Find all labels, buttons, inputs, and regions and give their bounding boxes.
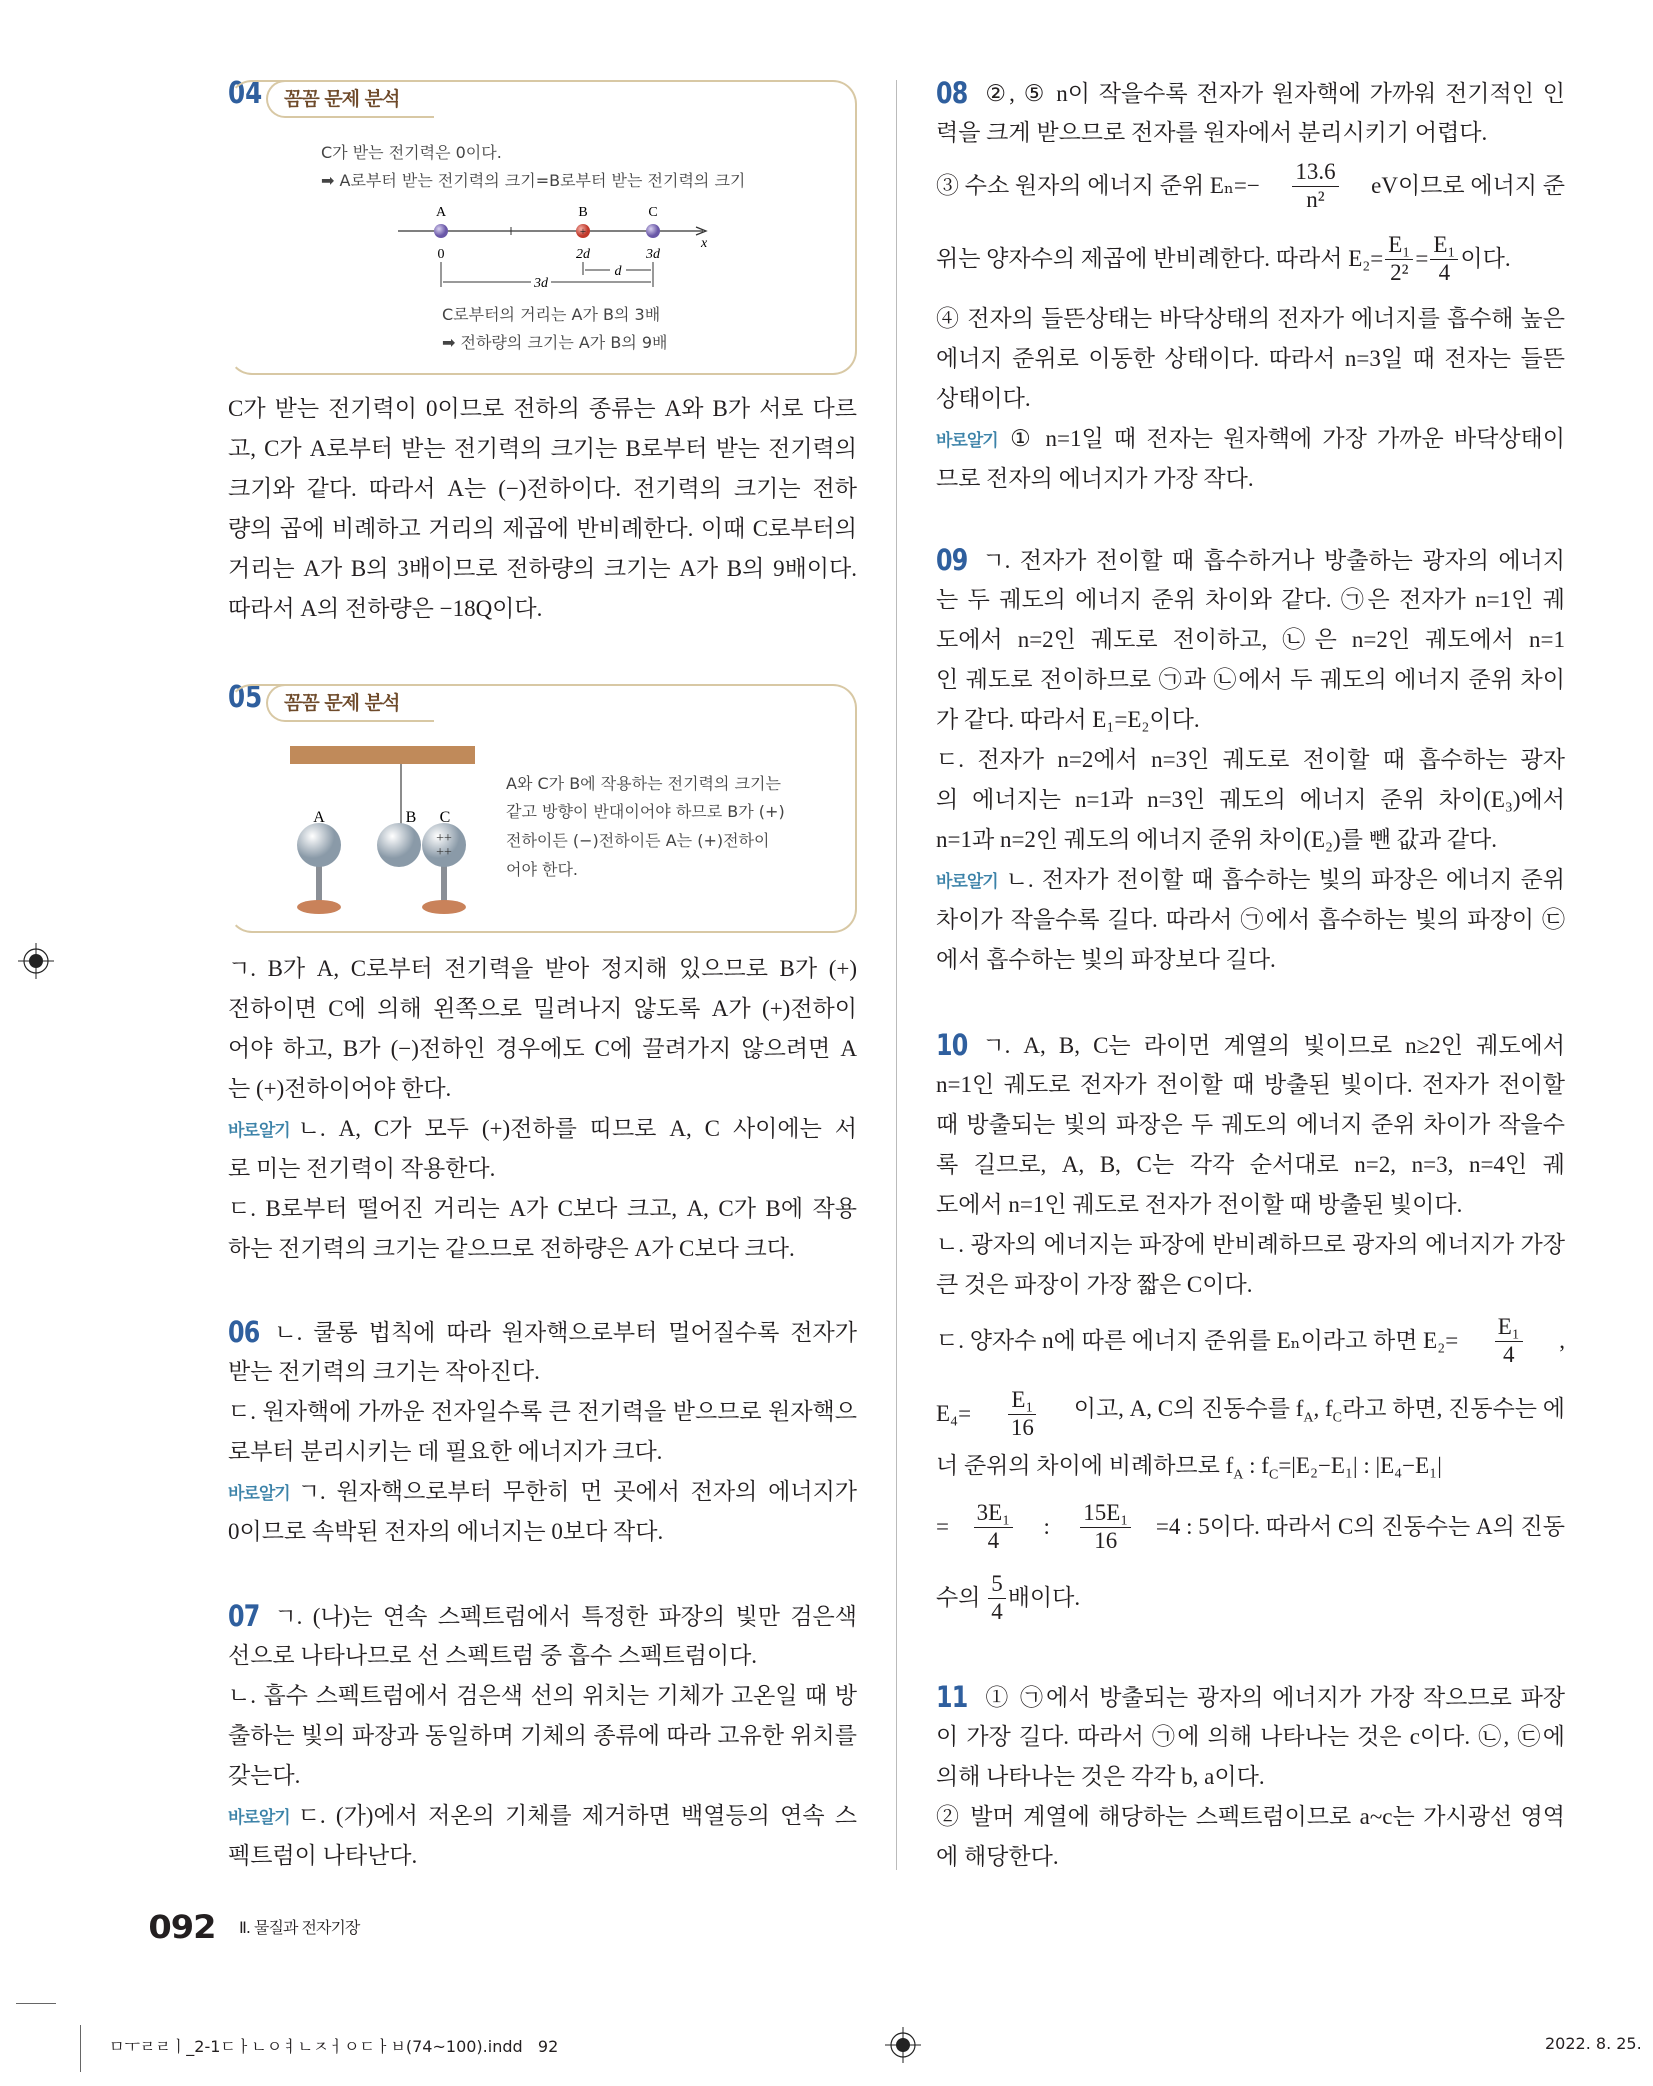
text-line — [228, 549, 857, 589]
text: 위는 양자수의 제곱에 반비례한다. 따라서 E₂= — [936, 246, 1384, 271]
text: 이다. — [1460, 246, 1511, 271]
line-text: 는 (+)전하이어야 한다. — [228, 1076, 452, 1101]
text-line — [936, 1797, 1565, 1837]
text: : — [1037, 1514, 1056, 1539]
correction-label: 바로알기 — [228, 1808, 290, 1828]
line-text: 에너지 준위로 이동한 상태이다. 따라서 n=3일 때 전자는 들뜬 — [936, 346, 1565, 371]
text-line — [228, 989, 857, 1029]
analysis-badge: 꼼꼼 문제 분석 — [266, 80, 434, 118]
text-line — [936, 660, 1565, 700]
text-line — [936, 379, 1565, 419]
note-c-force-zero: C가 받는 전기력은 0이다. — [321, 143, 502, 162]
line-text: ㄷ. 원자핵에 가까운 전자일수록 큰 전기력을 받으므로 원자핵으 — [228, 1399, 857, 1424]
line-text: 때 방출되는 빛의 파장은 두 궤도의 에너지 준위 차이가 작을수 — [936, 1112, 1565, 1137]
chapter-title: Ⅱ. 물질과 전자기장 — [239, 1918, 360, 1937]
text: = — [1415, 246, 1429, 271]
label-b: B — [578, 205, 588, 220]
question-number: 04 — [228, 76, 263, 111]
line-text: ②, ⑤ n이 작을수록 전자가 원자핵에 가까워 전기적인 인 — [982, 81, 1565, 106]
column-divider — [896, 80, 897, 1870]
text-line — [228, 1472, 857, 1512]
text-line — [228, 1636, 857, 1676]
math-line — [936, 219, 1565, 299]
charge-a — [434, 224, 448, 238]
text: 배이다. — [1007, 1585, 1081, 1610]
charge-b-plus: + — [579, 226, 587, 238]
stand-rod-a — [316, 864, 322, 904]
text-line — [936, 1225, 1565, 1265]
text-line — [936, 339, 1565, 379]
label-b: B — [405, 809, 417, 826]
line-text: ㄱ. B가 A, C로부터 전기력을 받아 정지해 있으므로 B가 (+) — [228, 956, 857, 981]
line-text: 하는 전기력의 크기는 같으므로 전하량은 A가 C보다 크다. — [228, 1236, 795, 1261]
line-text: 어야 하고, B가 (−)전하인 경우에도 C에 끌려가지 않으려면 A — [228, 1036, 857, 1061]
text: = — [936, 1514, 949, 1539]
wooden-bar — [290, 746, 475, 764]
line-text: ① ㉠에서 방출되는 광자의 에너지가 가장 작으므로 파장 — [982, 1685, 1565, 1710]
line-text: 펙트럼이 나타난다. — [228, 1843, 418, 1868]
text-line — [936, 1065, 1565, 1105]
math-line — [936, 1451, 1565, 1491]
math-line — [936, 153, 1565, 219]
label-a: A — [313, 809, 325, 826]
text-line — [228, 1029, 857, 1069]
line-text: ㄱ. 원자핵으로부터 무한히 먼 곳에서 전자의 에너지가 — [297, 1479, 857, 1504]
answer-10-text — [936, 1025, 1565, 1305]
question-number: 09 — [936, 543, 968, 577]
fraction: $\frac{\text{15E₁}}{16}$ — [1080, 1500, 1131, 1554]
line-text: ㄱ. A, B, C는 라이먼 계열의 빛이므로 n≥2인 궤도에서 — [982, 1033, 1565, 1058]
line-text: ㄱ. (나)는 연속 스펙트럼에서 특정한 파장의 빛만 검은색 — [274, 1604, 857, 1629]
analysis-badge: 꼼꼼 문제 분석 — [266, 684, 434, 722]
pos-3d: 3d — [646, 247, 660, 262]
text-line — [936, 1105, 1565, 1145]
text-line — [936, 1757, 1565, 1797]
text-line — [936, 419, 1565, 459]
text-line — [936, 740, 1565, 780]
line-text: 받는 전기력의 크기는 작아진다. — [228, 1359, 540, 1384]
line-text: 거리는 A가 B의 3배이므로 전하량의 크기는 A가 B의 9배이다. — [228, 556, 857, 581]
question-number: 05 — [228, 680, 263, 715]
text-line — [228, 1676, 857, 1716]
text: eV이므로 에너지 준 — [1371, 173, 1565, 198]
fraction: $\frac{5}{4}$ — [988, 1571, 1006, 1625]
correction-label: 바로알기 — [936, 431, 998, 451]
text-line — [936, 700, 1565, 740]
text-line — [936, 900, 1565, 940]
text-line — [936, 620, 1565, 660]
note-distance-ratio: C로부터의 거리는 A가 B의 3배 — [442, 305, 661, 324]
charge-c — [646, 224, 660, 238]
line-text: ㄴ. 쿨롱 법칙에 따라 원자핵으로부터 멀어질수록 전자가 — [274, 1320, 857, 1345]
crop-mark — [80, 2025, 81, 2072]
print-date: 2022. 8. 25. — [1545, 2034, 1642, 2053]
text-line — [228, 469, 857, 509]
text: ㄷ. 양자수 n에 따른 에너지 준위를 Eₙ이라고 하면 E₂= — [936, 1328, 1459, 1353]
text-line — [228, 1352, 857, 1392]
line-text: 도에서 n=1인 궤도로 전자가 전이할 때 방출된 빛이다. — [936, 1192, 1463, 1217]
line-text: ㄴ. A, C가 모두 (+)전하를 띠므로 A, C 사이에는 서 — [297, 1116, 857, 1141]
question-number: 08 — [936, 76, 968, 110]
text: =4 : 5이다. 따라서 C의 진동수는 A의 진동 — [1155, 1514, 1565, 1539]
fraction: $\frac{\text{E₁}}{16}$ — [1008, 1387, 1037, 1441]
line-text: C가 받는 전기력이 0이므로 전하의 종류는 A와 B가 서로 다르 — [228, 396, 857, 421]
math-line — [936, 1563, 1565, 1633]
answer-08-math — [936, 153, 1565, 299]
fraction: $\frac{\text{E₁}}{4}$ — [1495, 1314, 1523, 1368]
text-line — [228, 1836, 857, 1876]
text-line — [936, 540, 1565, 580]
text-line — [936, 1265, 1565, 1305]
answer-05-text — [228, 949, 857, 1269]
text-line — [228, 1312, 857, 1352]
text-line — [936, 940, 1565, 980]
line-text: 고, C가 A로부터 받는 전기력의 크기는 B로부터 받는 전기력의 — [228, 436, 857, 461]
line-text: 따라서 A의 전하량은 −18Q이다. — [228, 596, 543, 621]
text-line — [228, 1512, 857, 1552]
note-line: 어야 한다. — [506, 860, 578, 879]
math-line — [936, 1491, 1565, 1563]
line-text: 가 같다. 따라서 E₁=E₂이다. — [936, 707, 1200, 732]
note-line: 같고 방향이 반대이어야 하므로 B가 (+) — [506, 802, 785, 821]
line-text: 므로 전자의 에너지가 가장 작다. — [936, 466, 1254, 491]
text-line — [936, 73, 1565, 113]
note-line: A와 C가 B에 작용하는 전기력의 크기는 — [506, 774, 781, 793]
text-line — [936, 1025, 1565, 1065]
line-text: 에 해당한다. — [936, 1844, 1059, 1869]
page-number: 092 — [148, 1908, 216, 1946]
fraction: $\frac{\text{E₁}}{\text{2²}}$ — [1385, 232, 1413, 286]
answer-06-text — [228, 1312, 857, 1552]
text-line — [228, 429, 857, 469]
line-text: 상태이다. — [936, 386, 1031, 411]
line-text: 록 길므로, A, B, C는 각각 순서대로 n=2, n=3, n=4인 궤 — [936, 1152, 1565, 1177]
text: 이고, A, C의 진동수를 $f_A$, $f_C$라고 하면, 진동수는 에 — [1073, 1396, 1565, 1426]
correction-label: 바로알기 — [936, 872, 998, 892]
answer-04-text — [228, 389, 857, 629]
line-text: 량의 곱에 비례하고 거리의 제곱에 반비례한다. 이때 C로부터의 — [228, 516, 857, 541]
text-line — [936, 1837, 1565, 1877]
sphere-a — [297, 823, 341, 867]
text-line — [936, 299, 1565, 339]
text-line — [228, 1189, 857, 1229]
text-line — [228, 1756, 857, 1796]
note-line: 전하이든 (−)전하이든 A는 (+)전하이 — [506, 831, 770, 850]
dist-d: d — [614, 264, 622, 279]
math-line — [936, 1305, 1565, 1377]
registration-mark-icon — [18, 943, 54, 979]
answer-08-rest — [936, 299, 1565, 499]
line-text: 에서 흡수하는 빛의 파장보다 길다. — [936, 947, 1276, 972]
text-line — [936, 1677, 1565, 1717]
question-number: 10 — [936, 1028, 968, 1062]
answer-09-text — [936, 540, 1565, 980]
text-line — [228, 1149, 857, 1189]
text-line — [228, 1596, 857, 1636]
line-text: 선으로 나타나므로 선 스펙트럼 중 흡수 스펙트럼이다. — [228, 1643, 758, 1668]
pos-2d: 2d — [576, 247, 590, 262]
line-text: 출하는 빛의 파장과 동일하며 기체의 종류에 따라 고유한 위치를 — [228, 1723, 857, 1748]
line-text: ㄷ. 전자가 n=2에서 n=3인 궤도로 전이할 때 흡수하는 광자 — [936, 747, 1565, 772]
correction-label: 바로알기 — [228, 1484, 290, 1504]
label-c: C — [439, 809, 451, 826]
text-line — [936, 1185, 1565, 1225]
line-text: 로 미는 전기력이 작용한다. — [228, 1156, 496, 1181]
stand-base-c — [422, 900, 466, 914]
line-text: 인 궤도로 전이하므로 ㉠과 ㉡에서 두 궤도의 에너지 준위 차이 — [936, 667, 1565, 692]
line-text: ② 발머 계열에 해당하는 스펙트럼이므로 a~c는 가시광선 영역 — [936, 1804, 1565, 1829]
text-line — [228, 1716, 857, 1756]
question-number: 07 — [228, 1599, 260, 1633]
line-text: 로부터 분리시키는 데 필요한 에너지가 크다. — [228, 1439, 663, 1464]
line-text: ㄱ. 전자가 전이할 때 흡수하거나 방출하는 광자의 에너지 — [982, 548, 1565, 573]
answer-08-intro — [936, 73, 1565, 153]
analysis-box-04 — [228, 80, 857, 375]
question-number: 11 — [936, 1680, 968, 1714]
line-text: ㄷ. B로부터 떨어진 거리는 A가 C보다 크고, A, C가 B에 작용 — [228, 1196, 857, 1221]
text: E₄= — [936, 1401, 972, 1426]
line-text: 차이가 작을수록 길다. 따라서 ㉠에서 흡수하는 빛의 파장이 ㉢ — [936, 907, 1565, 932]
correction-label: 바로알기 — [228, 1121, 290, 1141]
line-text: ① n=1일 때 전자는 원자핵에 가장 가까운 바닥상태이 — [1005, 426, 1565, 451]
registration-mark-icon — [885, 2027, 921, 2063]
text: 수의 — [936, 1585, 987, 1610]
line-text: ㄴ. 전자가 전이할 때 흡수하는 빛의 파장은 에너지 준위 — [1005, 867, 1565, 892]
line-text: ㄴ. 흡수 스펙트럼에서 검은색 선의 위치는 기체가 고온일 때 방 — [228, 1683, 857, 1708]
text-line — [936, 580, 1565, 620]
fraction: $\frac{\text{E₁}}{4}$ — [1430, 232, 1458, 286]
charge-line-diagram — [228, 80, 857, 376]
answer-10-math — [936, 1305, 1565, 1633]
note-charge-ratio: ➡ 전하량의 크기는 A가 B의 9배 — [442, 333, 668, 352]
text-line — [936, 1717, 1565, 1757]
text-line — [936, 113, 1565, 153]
stand-base-a — [297, 900, 341, 914]
line-text: ㄷ. (가)에서 저온의 기체를 제거하면 백열등의 연속 스 — [297, 1803, 857, 1828]
text-line — [228, 1109, 857, 1149]
text: , — [1559, 1328, 1565, 1353]
line-text: 이 가장 길다. 따라서 ㉠에 의해 나타나는 것은 c이다. ㉡, ㉢에 — [936, 1724, 1565, 1749]
answer-07-text — [228, 1596, 857, 1876]
sphere-b — [377, 823, 421, 867]
text-line — [228, 509, 857, 549]
label-a: A — [435, 205, 447, 220]
text-line — [228, 589, 857, 629]
line-text: ㄴ. 광자의 에너지는 파장에 반비례하므로 광자의 에너지가 가장 — [936, 1232, 1565, 1257]
text-line — [936, 860, 1565, 900]
line-text: ④ 전자의 들뜬상태는 바닥상태의 전자가 에너지를 흡수해 높은 — [936, 306, 1565, 331]
text-line — [228, 1069, 857, 1109]
text-line — [228, 949, 857, 989]
note-force-equal: ➡ A로부터 받는 전기력의 크기=B로부터 받는 전기력의 크기 — [321, 171, 746, 190]
dist-3d: 3d — [534, 276, 548, 291]
line-text: 도에서 n=2인 궤도로 전이하고, ㉡은 n=2인 궤도에서 n=1 — [936, 627, 1565, 652]
axis-label-x: x — [701, 236, 708, 251]
fraction: $\frac{13.6}{\text{n²}}$ — [1292, 159, 1338, 213]
plus-charges-icon: ++ — [436, 845, 452, 860]
line-text: 크기와 같다. 따라서 A는 (−)전하이다. 전기력의 크기는 전하 — [228, 476, 857, 501]
fraction: $\frac{\text{3E₁}}{4}$ — [974, 1500, 1014, 1554]
text-line — [228, 1392, 857, 1432]
answer-11-text — [936, 1677, 1565, 1877]
text-line — [936, 459, 1565, 499]
label-c: C — [648, 205, 658, 220]
text-line — [228, 1229, 857, 1269]
line-text: n=1인 궤도로 전자가 전이할 때 방출된 빛이다. 전자가 전이할 — [936, 1072, 1565, 1097]
question-number: 06 — [228, 1315, 260, 1349]
text-line — [936, 1145, 1565, 1185]
text-line — [936, 820, 1565, 860]
stand-rod-c — [441, 864, 447, 904]
line-text: 0이므로 속박된 전자의 에너지는 0보다 작다. — [228, 1519, 664, 1544]
line-text: 의 에너지는 n=1과 n=3인 궤도의 에너지 준위 차이(E₃)에서 — [936, 787, 1565, 812]
line-text: 갖는다. — [228, 1763, 301, 1788]
line-text: 의해 나타나는 것은 각각 b, a이다. — [936, 1764, 1265, 1789]
file-name: ㅁㅜㄹㄹㅣ_2-1ㄷㅏㄴㅇㅕㄴㅈㅓㅇㄷㅏㅂ(74~100).indd 92 — [109, 2037, 559, 2056]
math-line — [936, 1377, 1565, 1451]
text: 너 준위의 차이에 비례하므로 $f_A$ : $f_C=|E_2-E_1|$ : |E₄−E₁| — [936, 1453, 1442, 1483]
text-line — [228, 1432, 857, 1472]
text-line — [936, 780, 1565, 820]
line-text: n=1과 n=2인 궤도의 에너지 준위 차이(E₂)를 뺀 값과 같다. — [936, 827, 1498, 852]
text: ③ 수소 원자의 에너지 준위 Eₙ=− — [936, 173, 1260, 198]
line-text: 큰 것은 파장이 가장 짧은 C이다. — [936, 1272, 1253, 1297]
text-line — [228, 1796, 857, 1836]
crop-mark — [16, 2003, 56, 2004]
text-line — [228, 389, 857, 429]
line-text: 력을 크게 받으므로 전자를 원자에서 분리시키기 어렵다. — [936, 120, 1488, 145]
plus-charges-icon: ++ — [436, 831, 452, 846]
line-text: 는 두 궤도의 에너지 준위 차이와 같다. ㉠은 전자가 n=1인 궤 — [936, 587, 1565, 612]
line-text: 전하이면 C에 의해 왼쪽으로 밀려나지 않도록 A가 (+)전하이 — [228, 996, 857, 1021]
pos-0: 0 — [437, 247, 445, 262]
